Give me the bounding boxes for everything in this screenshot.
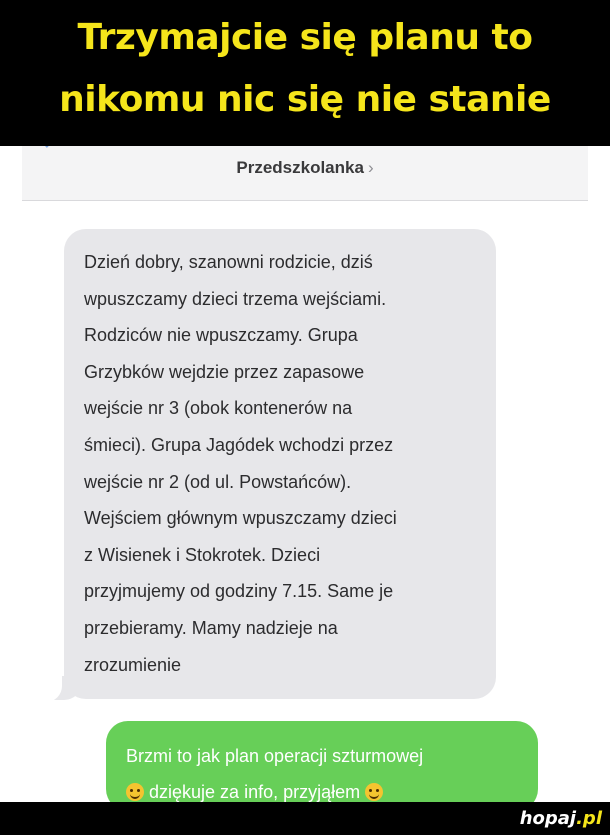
site-watermark bbox=[520, 808, 602, 829]
meme-title-line-1: Trzymajcie się planu to bbox=[77, 17, 533, 58]
incoming-message-line: zrozumienie bbox=[84, 654, 182, 675]
incoming-message-line: śmieci). Grupa Jagódek wchodzi przez bbox=[84, 434, 394, 455]
watermark-tld: .pl bbox=[576, 808, 602, 829]
meme-title-line-2: nikomu nic się nie stanie bbox=[59, 79, 551, 120]
back-arrow-icon[interactable] bbox=[42, 146, 56, 148]
outgoing-message-line-2-text: dziękuje za info, przyjąłem bbox=[149, 782, 361, 802]
outgoing-message-text bbox=[126, 738, 526, 802]
messages-screenshot bbox=[0, 146, 610, 802]
incoming-message-text bbox=[84, 244, 488, 683]
outgoing-message-line-1: Brzmi to jak plan operacji szturmowej bbox=[126, 746, 424, 766]
chevron-right-icon: › bbox=[367, 158, 374, 177]
incoming-message-line: wpuszczamy dzieci trzema wejściami. bbox=[84, 288, 387, 309]
meme-title-banner bbox=[0, 0, 610, 146]
incoming-message-line: Rodziców nie wpuszczamy. Grupa bbox=[84, 325, 358, 346]
outgoing-message-line-2 bbox=[126, 774, 526, 802]
incoming-message-line: Dzień dobry, szanowni rodzicie, dziś bbox=[84, 252, 373, 272]
incoming-message-line: Wejściem głównym wpuszczamy dzieci bbox=[84, 508, 397, 529]
incoming-message-line: Grzybków wejdzie przez zapasowe bbox=[84, 361, 365, 382]
contact-name-label: Przedszkolanka bbox=[236, 158, 364, 177]
incoming-message-line: wejście nr 2 (od ul. Powstańców). bbox=[84, 471, 352, 492]
conversation-header[interactable] bbox=[22, 146, 588, 201]
contact-name[interactable] bbox=[22, 158, 588, 178]
incoming-message-line: wejście nr 3 (obok kontenerów na bbox=[84, 398, 353, 419]
incoming-message-line: przyjmujemy od godziny 7.15. Same je bbox=[84, 581, 394, 602]
incoming-message-line: przebieramy. Mamy nadzieje na bbox=[84, 617, 338, 638]
watermark-name: hopaj bbox=[519, 808, 577, 829]
smiling-emoji-icon bbox=[365, 783, 383, 801]
grinning-sweat-emoji-icon bbox=[126, 783, 144, 801]
footer-bar bbox=[0, 802, 610, 835]
incoming-message-line: z Wisienek i Stokrotek. Dzieci bbox=[84, 544, 321, 565]
